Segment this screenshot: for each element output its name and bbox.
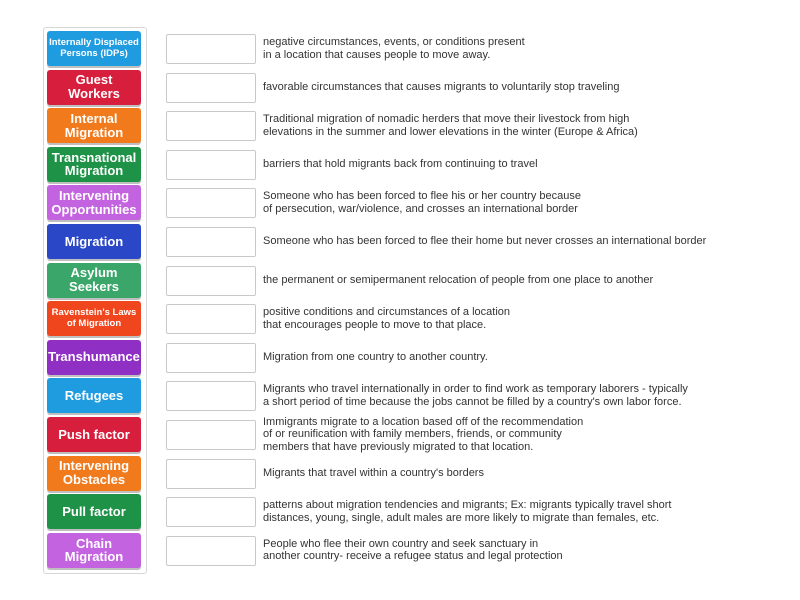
tile-4[interactable] xyxy=(47,147,141,182)
description-2: favorable circumstances that causes migrants to voluntarily stop traveling xyxy=(263,80,620,93)
tile-label: Ravenstein's Laws of Migration xyxy=(51,307,137,329)
drop-box-9[interactable] xyxy=(166,343,256,373)
tile-5[interactable] xyxy=(47,185,141,220)
drop-box-11[interactable] xyxy=(166,420,256,450)
drop-box-1[interactable] xyxy=(166,34,256,64)
tile-7[interactable] xyxy=(47,263,141,298)
drop-box-5[interactable] xyxy=(166,188,256,218)
tile-12[interactable] xyxy=(47,456,141,491)
description-4: barriers that hold migrants back from continuing to travel xyxy=(263,158,538,171)
description-7: the permanent or semipermanent relocation of people from one place to another xyxy=(263,273,654,286)
drop-box-2[interactable] xyxy=(166,73,256,103)
tile-label: Migration xyxy=(64,233,124,249)
tile-9[interactable] xyxy=(47,340,141,375)
drop-box-8[interactable] xyxy=(166,304,256,334)
tile-label: Pull factor xyxy=(62,503,126,519)
tile-label: Push factor xyxy=(58,426,130,442)
tile-label: Intervening Obstacles xyxy=(58,458,130,488)
drop-box-7[interactable] xyxy=(166,266,256,296)
tile-14[interactable] xyxy=(47,533,141,568)
tile-label: Internally Displaced Persons (IDPs) xyxy=(49,37,139,59)
tile-label: Asylum Seekers xyxy=(69,265,119,295)
tile-6[interactable] xyxy=(47,224,141,259)
description-8: positive conditions and circumstances of a location that encourages people to move to that place. xyxy=(263,306,511,331)
drop-box-10[interactable] xyxy=(166,381,256,411)
tile-8[interactable] xyxy=(47,301,141,336)
description-3: Traditional migration of nomadic herders that move their livestock from high elevations in the summer and lower elevations in the winter (Europe & Africa) xyxy=(263,113,638,138)
tile-label: Intervening Opportunities xyxy=(51,188,137,217)
description-1: negative circumstances, events, or conditions present in a location that causes people to move away. xyxy=(263,36,525,61)
description-5: Someone who has been forced to flee his or her country because of persecution, war/violence, and crosses an international border xyxy=(263,190,581,215)
drop-box-13[interactable] xyxy=(166,497,256,527)
description-6: Someone who has been forced to flee their home but never crosses an international border xyxy=(263,235,707,248)
tile-label: Chain Migration xyxy=(64,535,124,565)
description-12: Migrants that travel within a country's borders xyxy=(263,466,484,479)
tile-10[interactable] xyxy=(47,378,141,413)
drop-box-14[interactable] xyxy=(166,536,256,566)
description-13: patterns about migration tendencies and migrants; Ex: migrants typically travel short distances, young, single, adult males are more likely to migrate than females, etc. xyxy=(263,499,672,524)
tile-13[interactable] xyxy=(47,494,141,529)
tile-2[interactable] xyxy=(47,70,141,105)
tile-1[interactable] xyxy=(47,31,141,66)
drop-box-6[interactable] xyxy=(166,227,256,257)
tile-3[interactable] xyxy=(47,108,141,143)
tile-label: Guest Workers xyxy=(68,72,120,102)
description-11: Immigrants migrate to a location based off of the recommendation of or reunification with family members, friends, or community members that have previously migrated to that location. xyxy=(263,415,584,453)
description-9: Migration from one country to another country. xyxy=(263,351,488,364)
tile-label: Transhumance xyxy=(48,349,140,365)
description-10: Migrants who travel internationally in order to find work as temporary laborers - typically a short period of time because the jobs cannot be filled by a country's own labor force. xyxy=(263,383,688,408)
drop-box-12[interactable] xyxy=(166,459,256,489)
tile-label: Internal Migration xyxy=(64,111,124,140)
drop-box-4[interactable] xyxy=(166,150,256,180)
tile-11[interactable] xyxy=(47,417,141,452)
tile-label: Refugees xyxy=(64,388,124,404)
description-14: People who flee their own country and seek sanctuary in another country- receive a refugee status and legal protection xyxy=(263,537,563,563)
drop-box-3[interactable] xyxy=(166,111,256,141)
tile-label: Transnational Migration xyxy=(51,149,137,179)
